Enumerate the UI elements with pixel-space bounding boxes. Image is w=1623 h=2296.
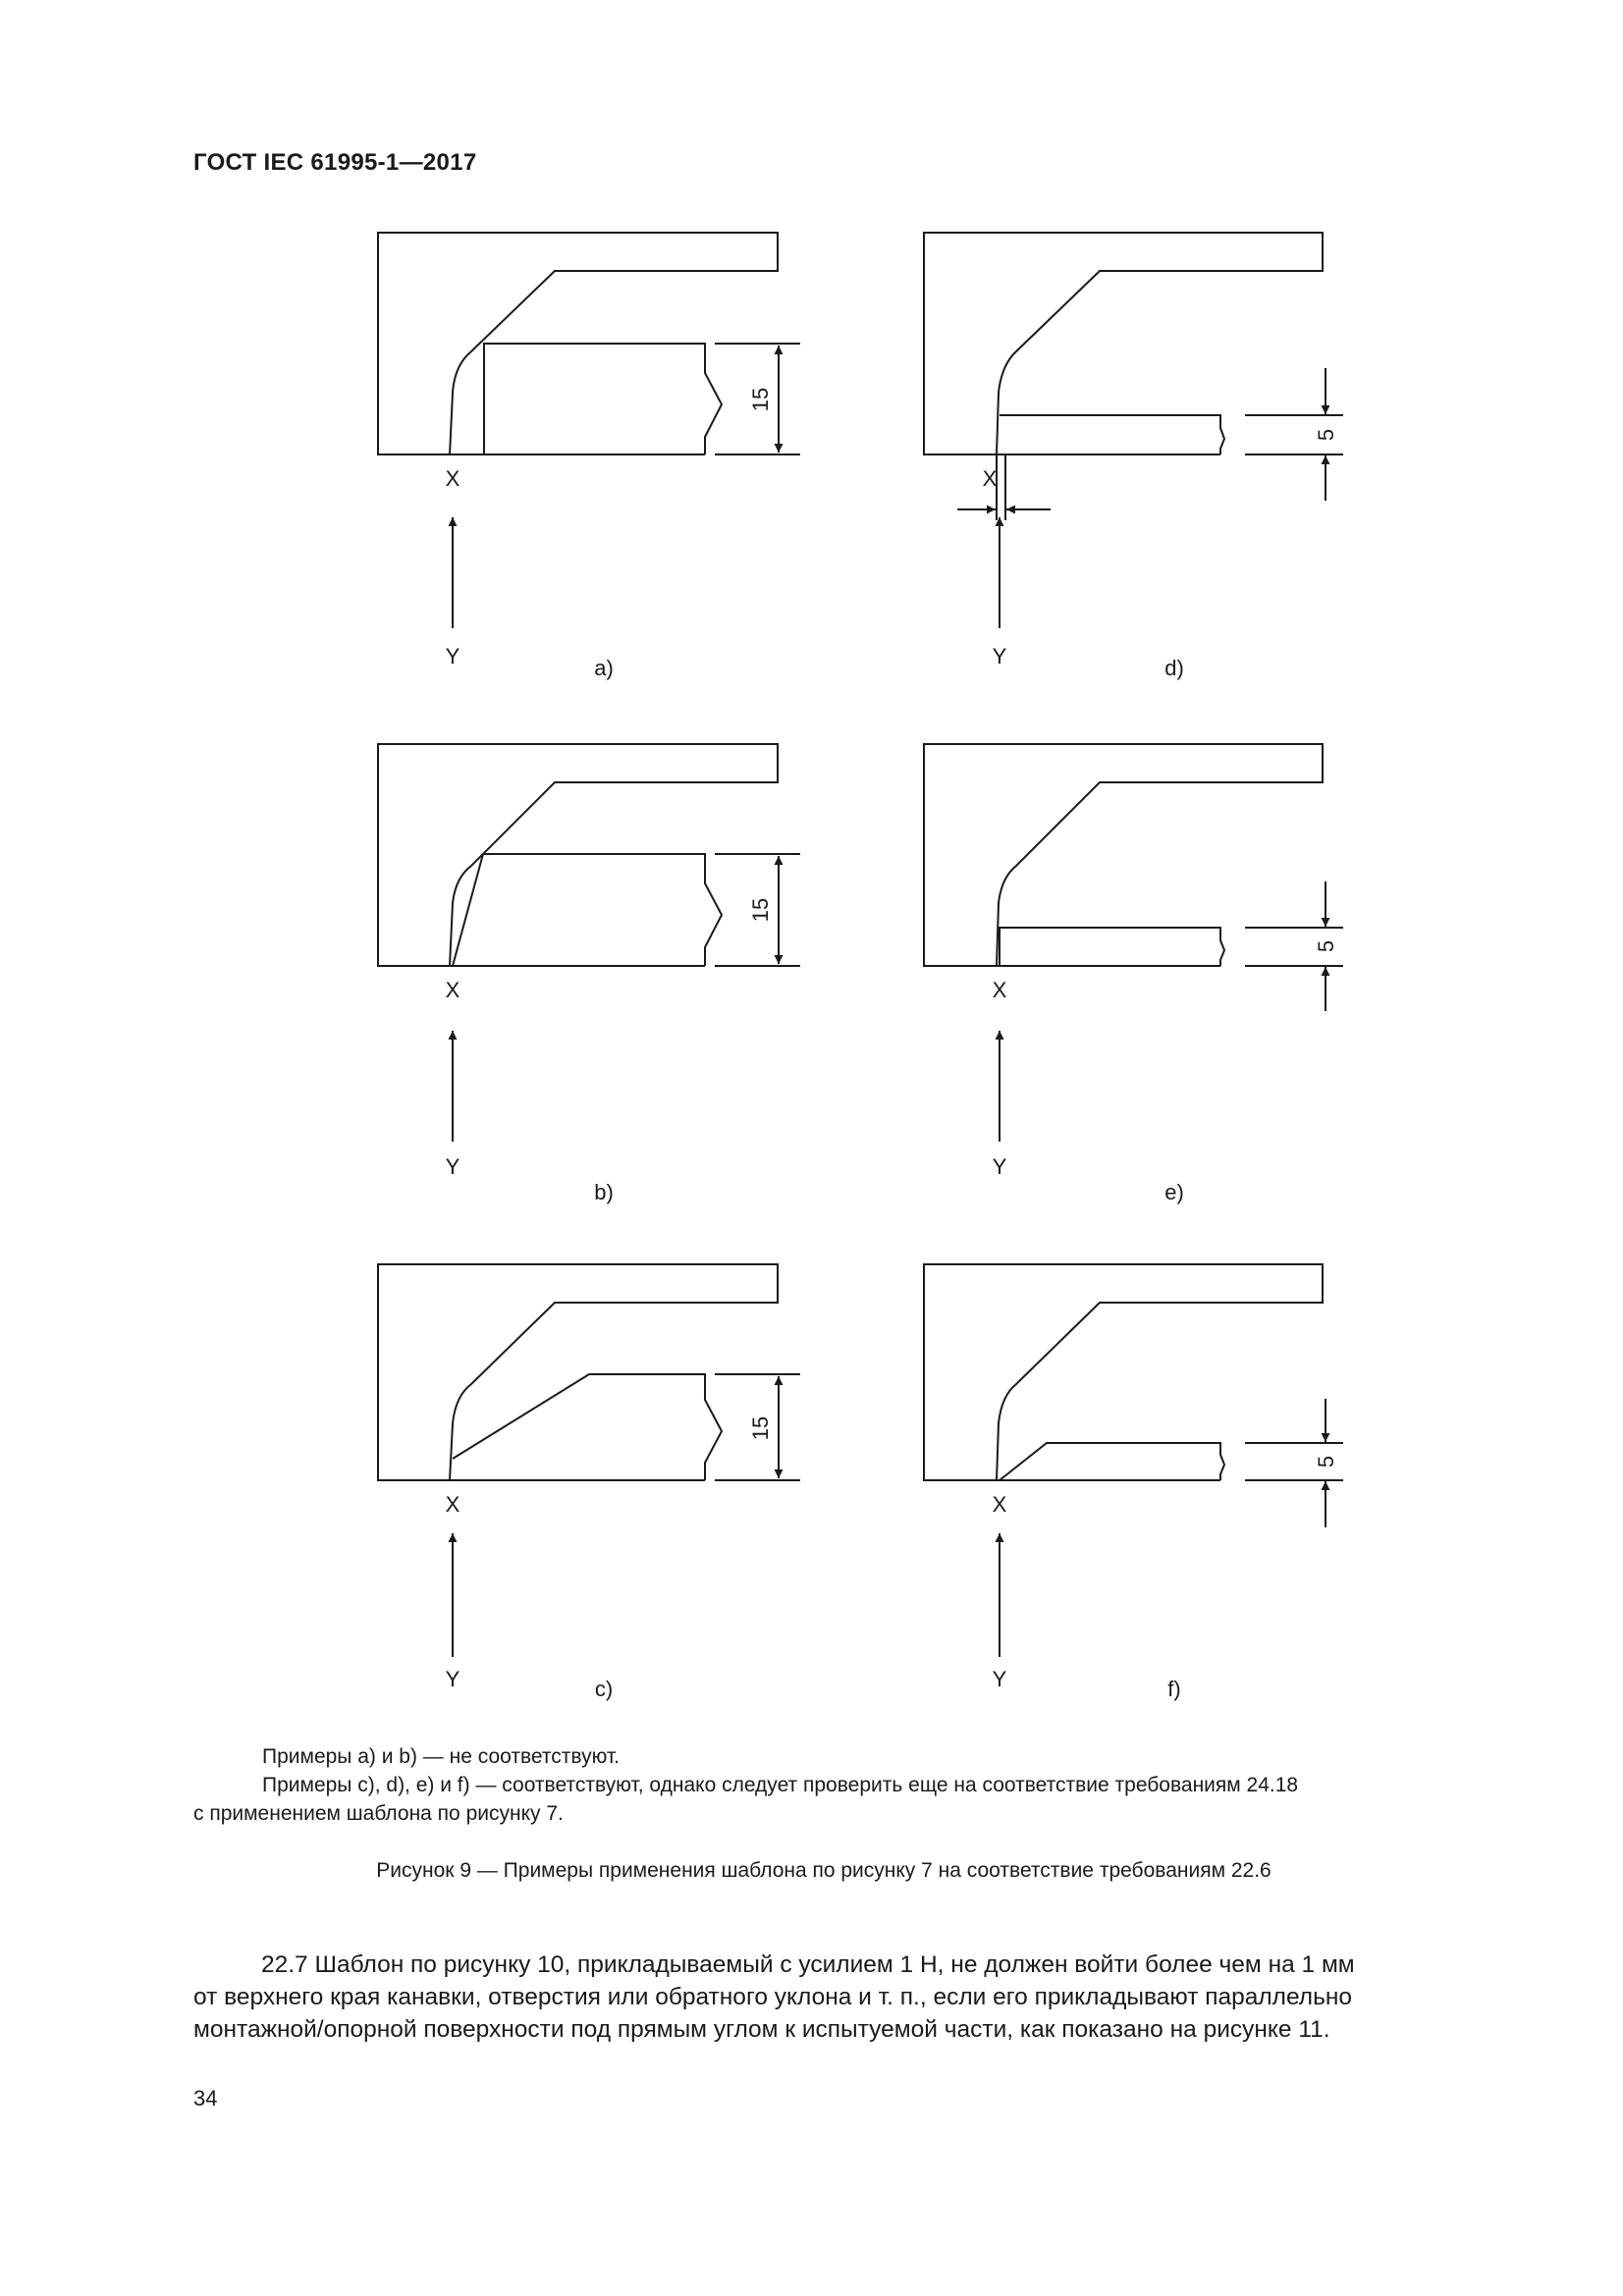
note-line-1: Примеры a) и b) — не соответствуют. bbox=[262, 1745, 621, 1768]
dimension-15-label: 15 bbox=[748, 1415, 773, 1441]
panel-b-caption: b) bbox=[594, 1180, 614, 1204]
y-label: Y bbox=[992, 644, 1007, 668]
test-part bbox=[484, 344, 722, 454]
test-part bbox=[1000, 415, 1224, 454]
note-line-3: с применением шаблона по рисунку 7. bbox=[193, 1802, 564, 1825]
panel-f-caption: f) bbox=[1167, 1677, 1181, 1701]
paragraph-line-2: от верхнего края канавки, отверстия или обратного уклона и т. п., если его прикладывают параллельно bbox=[193, 1984, 1352, 2010]
x-label: X bbox=[992, 978, 1007, 1002]
template-outline bbox=[924, 744, 1323, 966]
panel-c bbox=[378, 1264, 800, 1657]
test-part bbox=[1000, 928, 1224, 966]
test-part bbox=[453, 1374, 722, 1480]
template-outline bbox=[924, 1264, 1323, 1480]
paragraph-line-3: монтажной/опорной поверхности под прямым углом к испытуемой части, как показано на рисунке 11. bbox=[193, 2016, 1330, 2043]
figure-caption: Рисунок 9 — Примеры применения шаблона по рисунку 7 на соответствие требованиям 22.6 bbox=[376, 1859, 1271, 1882]
y-label: Y bbox=[445, 1667, 460, 1691]
dimension-15-label: 15 bbox=[748, 897, 773, 923]
x-label: X bbox=[445, 466, 460, 491]
note-line-2: Примеры c), d), e) и f) — соответствуют, однако следует проверить еще на соответствие требованиям 24.18 bbox=[262, 1774, 1299, 1796]
paragraph-22-7 bbox=[193, 1949, 1514, 2046]
y-label: Y bbox=[445, 1154, 460, 1179]
dimension-15-label: 15 bbox=[748, 387, 773, 412]
x-label: X bbox=[445, 978, 460, 1002]
panel-a bbox=[378, 233, 800, 628]
dimension-5-label: 5 bbox=[1314, 1455, 1338, 1468]
panel-e-labels bbox=[993, 940, 1338, 1204]
x-label: X bbox=[445, 1492, 460, 1517]
panel-c-labels bbox=[446, 1416, 773, 1701]
x-label: X bbox=[992, 1492, 1007, 1517]
x-label: X bbox=[982, 466, 998, 491]
paragraph-line-1: 22.7 Шаблон по рисунку 10, прикладываемый с усилием 1 Н, не должен войти более чем на 1 мм bbox=[261, 1951, 1355, 1978]
document-header: ГОСТ IEC 61995-1—2017 bbox=[193, 149, 477, 176]
dimension-5-label: 5 bbox=[1314, 428, 1338, 442]
panel-f bbox=[924, 1264, 1343, 1657]
panel-f-labels bbox=[993, 1456, 1338, 1701]
test-part bbox=[453, 854, 722, 966]
panel-c-caption: c) bbox=[594, 1677, 614, 1701]
panel-e-caption: e) bbox=[1164, 1180, 1184, 1204]
panel-d-labels bbox=[983, 429, 1338, 680]
y-label: Y bbox=[992, 1667, 1007, 1691]
panel-b-labels bbox=[446, 898, 773, 1204]
panel-e bbox=[924, 744, 1343, 1142]
template-outline bbox=[924, 233, 1323, 454]
panel-a-caption: a) bbox=[594, 656, 614, 680]
template-outline bbox=[378, 1264, 778, 1480]
y-label: Y bbox=[992, 1154, 1007, 1179]
page-number: 34 bbox=[193, 2086, 218, 2110]
dimension-5-label: 5 bbox=[1314, 939, 1338, 953]
panel-b bbox=[378, 744, 800, 1142]
panel-d-caption: d) bbox=[1164, 656, 1184, 680]
panel-a-labels bbox=[446, 388, 773, 680]
y-label: Y bbox=[445, 644, 460, 668]
panel-d bbox=[924, 233, 1343, 628]
test-part bbox=[1000, 1443, 1224, 1480]
